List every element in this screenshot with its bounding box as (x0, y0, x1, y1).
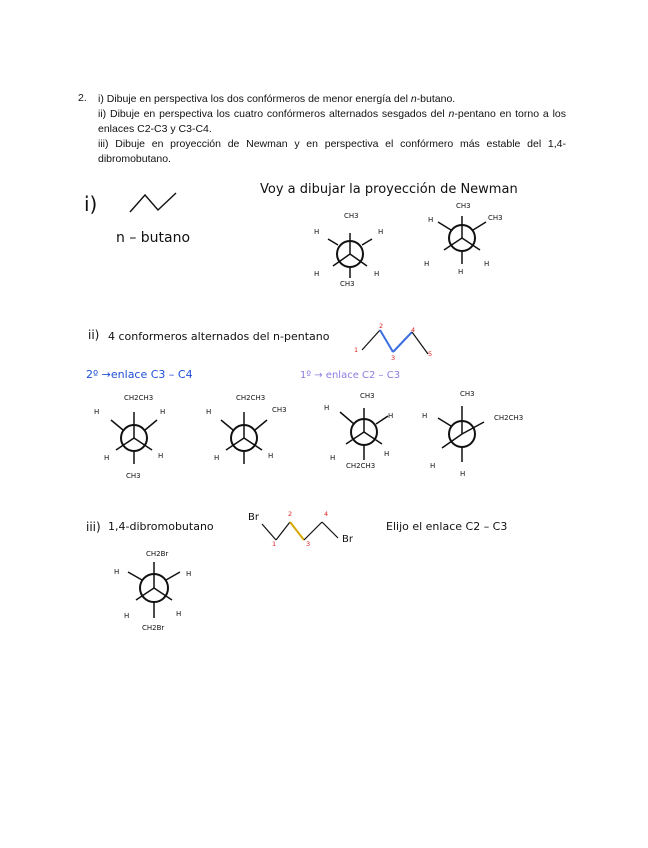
newman-projection-pentane-1 (106, 408, 162, 468)
question-number: 2. (78, 92, 87, 104)
newman-pentane-3-left: H (324, 404, 330, 412)
pentane-c3-number: 3 (391, 354, 396, 362)
newman-pentane-2-top: CH2CH3 (236, 394, 266, 402)
newman-pentane-4-lower-left: H (430, 462, 436, 470)
newman-butane-1-upper-right: H (378, 228, 384, 236)
newman-dibromobutane-left: H (114, 568, 120, 576)
dibromobutane-c3-number: 3 (306, 540, 311, 548)
newman-butane-2-upper-right: CH3 (488, 214, 503, 222)
newman-butane-1-bottom: CH3 (340, 280, 355, 288)
newman-butane-1-upper-left: H (314, 228, 320, 236)
pentane-c5-number: 5 (428, 350, 433, 358)
newman-butane-2-right: H (484, 260, 490, 268)
newman-pentane-2-right: CH3 (272, 406, 287, 414)
newman-pentane-3-right: H (388, 412, 394, 420)
question-text (98, 92, 566, 167)
part-iii-label: iii) (86, 520, 101, 534)
bond-c3-c4-label: 2º →enlace C3 – C4 (86, 368, 193, 381)
pentane-note: 4 conformeros alternados del n-pentano (108, 330, 330, 343)
newman-butane-1-lower-left: H (314, 270, 320, 278)
newman-dibromobutane-right: H (186, 570, 192, 578)
newman-butane-2-top: CH3 (456, 202, 471, 210)
chosen-bond-note: Elijo el enlace C2 – C3 (386, 520, 508, 533)
newman-dibromobutane-bottom: CH2Br (142, 624, 165, 632)
newman-pentane-1-right: H (160, 408, 166, 416)
newman-butane-2-upper-left: H (428, 216, 434, 224)
newman-butane-2-bottom: H (458, 268, 464, 276)
dibromobutane-label: 1,4-dibromobutano (108, 520, 214, 533)
newman-pentane-1-lower-left: H (104, 454, 110, 462)
dibromobutane-chain (256, 516, 342, 546)
newman-projection-dibromobutane (124, 558, 184, 622)
newman-projection-pentane-4 (434, 402, 492, 466)
newman-dibromobutane-lower-right: H (176, 610, 182, 618)
newman-projection-butane-1 (322, 226, 378, 282)
newman-projection-pentane-2 (216, 408, 272, 468)
pentane-c4-number: 4 (411, 326, 416, 334)
newman-dibromobutane-lower-left: H (124, 612, 130, 620)
newman-butane-1-lower-right: H (374, 270, 380, 278)
newman-pentane-2-lower-right: H (268, 452, 274, 460)
question-part-iii: iii) Dibuje en proyección de Newman y en perspectiva el confórmero más estable del 1,4-dibromobutano. (98, 138, 566, 165)
pentane-zigzag (360, 326, 436, 360)
newman-pentane-4-right: CH2CH3 (494, 414, 524, 422)
newman-pentane-1-bottom: CH3 (126, 472, 141, 480)
br-right: Br (342, 534, 353, 545)
question-part-ii: ii) Dibuje en perspectiva los cuatro confórmeros alternados sesgados del n-pentano en torno a los enlaces C2-C3 y C3-C4. (98, 108, 566, 135)
newman-pentane-1-top: CH2CH3 (124, 394, 154, 402)
newman-pentane-3-lower-right: H (384, 450, 390, 458)
newman-pentane-2-left: H (206, 408, 212, 416)
newman-dibromobutane-top: CH2Br (146, 550, 169, 558)
newman-pentane-3-top: CH3 (360, 392, 375, 400)
newman-pentane-4-left: H (422, 412, 428, 420)
newman-pentane-3-bottom: CH2CH3 (346, 462, 376, 470)
newman-pentane-2-lower-left: H (214, 454, 220, 462)
newman-butane-2-lower-left: H (424, 260, 430, 268)
dibromobutane-c2-number: 2 (288, 510, 293, 518)
dibromobutane-c1-number: 1 (272, 540, 277, 548)
pentane-c1-number: 1 (354, 346, 359, 354)
newman-pentane-4-bottom: H (460, 470, 466, 478)
newman-pentane-1-lower-right: H (158, 452, 164, 460)
newman-butane-1-top: CH3 (344, 212, 359, 220)
pentane-c2-number: 2 (379, 322, 384, 330)
bond-c2-c3-label: 1º → enlace C2 – C3 (300, 370, 401, 381)
newman-pentane-3-lower-left: H (330, 454, 336, 462)
newman-pentane-4-top: CH3 (460, 390, 475, 398)
part-ii-label: ii) (88, 328, 100, 342)
butane-zigzag (128, 190, 180, 216)
br-left: Br (248, 512, 259, 523)
part-i-label: i) (84, 192, 98, 216)
butane-label: n – butano (116, 230, 191, 246)
newman-note: Voy a dibujar la proyección de Newman (260, 182, 518, 197)
newman-pentane-1-left: H (94, 408, 100, 416)
question-part-i: i) Dibuje en perspectiva los dos confórmeros de menor energía del n-butano. (98, 93, 456, 105)
dibromobutane-c4-number: 4 (324, 510, 329, 518)
